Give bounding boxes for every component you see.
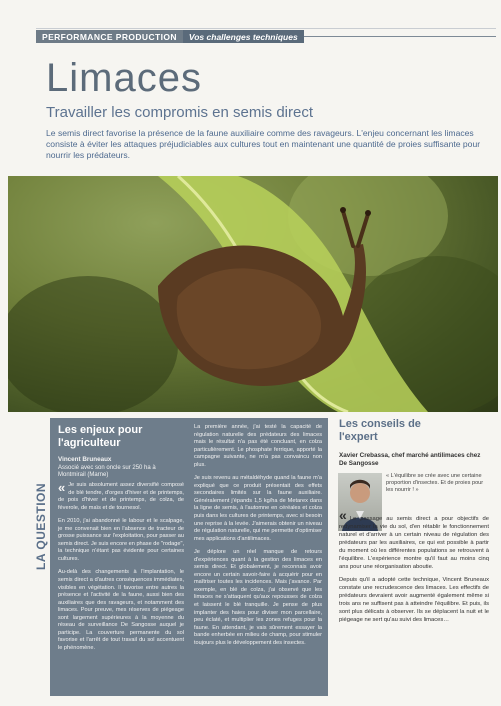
expert-text — [339, 507, 489, 629]
side-label-text: LA QUESTION — [34, 482, 48, 570]
article-lead: Le semis direct favorise la présence de la faune auxiliaire comme des ravageurs. L'enjeu concernant les limaces consiste à éviter les attaques préjudiciables aux cultures tout en maintenant une quantité de proies suffisante pour nourrir les prédateurs. — [46, 128, 481, 161]
rubric-label: Vos challenges techniques — [183, 30, 304, 43]
expert-name: Xavier Crebassa, chef marché antilimaces chez De Sangosse — [339, 452, 481, 467]
question-paragraph: La première année, j'ai testé la capacité de régulation naturelle des prédateurs des limaces mais le résultat n'a pas été concluant, en colza particulièrement. Le phosphate ferrique, apporté la campagne suivante, ne m'a pas convaincu non plus. — [194, 424, 322, 468]
author-description: Associé avec son oncle sur 250 ha à Montmirail (Marne) — [58, 464, 156, 478]
author-block — [58, 456, 184, 480]
side-label — [30, 428, 48, 578]
question-column-2 — [194, 424, 322, 653]
slug-illustration — [8, 176, 498, 412]
question-box — [50, 418, 328, 696]
header-rule — [304, 36, 496, 43]
question-title: Les enjeux pour l'agriculteur — [58, 424, 143, 449]
quote-mark-icon: « — [339, 507, 347, 523]
question-column-1 — [58, 482, 184, 658]
question-paragraph: Au-delà des changements à l'implantation, le semis direct a d'autres conséquences immédiates, visibles en végétation. Il favorise entre autres la présence et l'activité de la faune, aussi bien des auxiliaires que des ravageurs, et notamment des limaces. Pour preuve, mes réserves de piégeage sont largement supérieures à la moyenne du réseau de surveillance De Sangosse auquel je participe. La couverture permanente du sol favorise et l'arrêt de tout travail du sol accentuent le phénomène. — [58, 569, 184, 651]
expert-paragraph: Depuis qu'il a adopté cette technique, Vincent Bruneaux constate une recrudescence des limaces. Les effectifs de prédateurs devraient avoir augmenté également même si trois ans ne suffisent pas à atteindre l'équilibre. Et puis, ils sont plus délicats à observer. Ils se déplacent la nuit et le piégeage ne sert qu'au suivi des limaces… — [339, 577, 489, 623]
question-paragraph: En 2010, j'ai abandonné le labour et le scalpage, je me convenait bien en l'absence de tracteur de grosse puissance sur l'exploitation, pour passer au semis direct. Je suis encore en phase de "rodage", la technique n'étant pas évidente pour certaines cultures. — [58, 518, 184, 562]
section-header — [36, 30, 496, 43]
expert-paragraph: « Le passage au semis direct a pour objectifs de redynamiser la vie du sol, d'en rétablir le fonctionnement naturel et d'arriver à un certain niveau de régulation des prédateurs par les auxiliaires, ce qui est possible à partir du moment où les différentes populations se retrouvent à l'équilibre. L'expérience montre qu'il faut au moins cinq ans pour une réorganisation aboutie. — [339, 507, 489, 570]
question-paragraph: Je déplore un réel manque de retours d'expériences quant à la gestion des limaces en semis direct. Et globalement, je reconnais avoir encore un certain savoir-faire à acquérir pour en maîtriser toutes les incidences. Mais j'avance. Par exemple, en blé de colza, j'ai observé que les limaces ne s'attaquent qu'aux repousses de colza et laissent le blé tranquille. Je pense de plus implanter des haies pour diviser mon parcellaire, peu éclaté, et multiplier les zones refuges pour la faune. En attendant, je vais sûrement essayer la bande enherbée en milieu de champ, pour stimuler toujours plus le développement des insectes. — [194, 549, 322, 646]
author-name: Vincent Bruneaux — [58, 456, 112, 463]
top-rule — [36, 28, 496, 29]
section-label: PERFORMANCE PRODUCTION — [36, 30, 183, 43]
expert-title: Les conseils de l'expert — [339, 418, 421, 443]
expert-quote: « L'équilibre se crée avec une certaine proportion d'insectes. Et de proies pour les nourrir ! » — [386, 473, 484, 493]
slug-photo — [8, 176, 498, 412]
article-title: Limaces — [46, 56, 202, 100]
question-paragraph: Je suis revenu au métaldéhyde quand la faune m'a expliqué que ce produit présentait des effets secondaires limités sur la faune auxiliaire. Généralement j'épands 1,5 kg/ha de Metarex dans la ligne de semis, à l'automne en céréales et colza puis dans les cultures de printemps, avec si besoin une reprise à la levée. J'aimerais obtenir un niveau de régulation naturelle, qui me permette d'optimiser mes applications d'antilimaces. — [194, 475, 322, 542]
quote-mark-icon: « — [58, 480, 66, 495]
article-subtitle: Travailler les compromis en semis direct — [46, 104, 314, 121]
question-paragraph: « Je suis absolument assez diversifié composé de blé tendre, d'orges d'hiver et de printemps, de pois d'hiver et de printemps, de colza, de féverole, de maïs et de tournesol. — [58, 480, 184, 511]
